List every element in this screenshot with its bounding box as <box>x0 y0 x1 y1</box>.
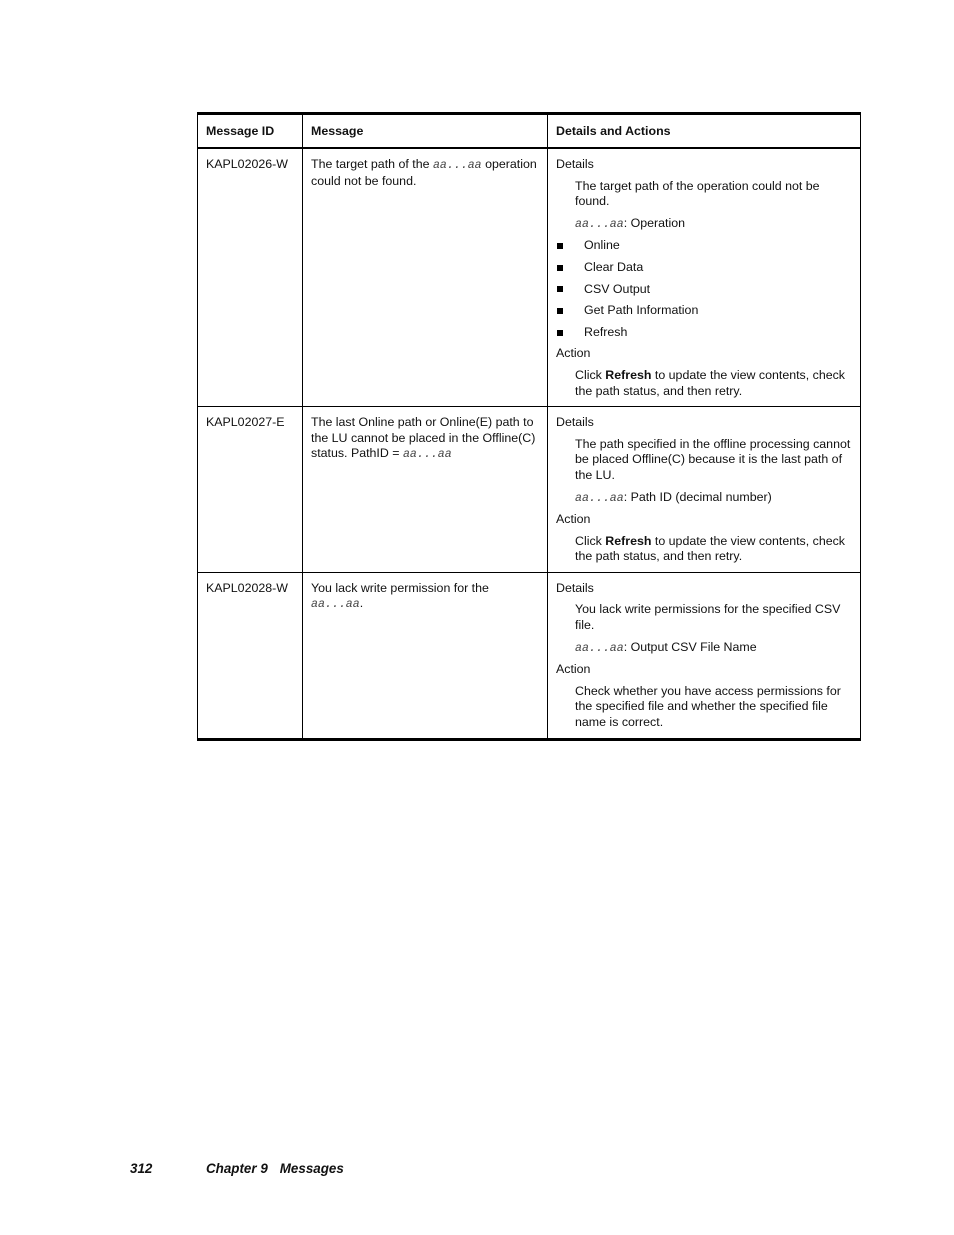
header-message: Message <box>303 114 548 149</box>
square-bullet-icon <box>557 330 563 336</box>
variable-definition: aa...aa: Path ID (decimal number) <box>575 489 772 505</box>
message-cell: The last Online path or Online(E) path to the LU cannot be placed in the Offline(C) status. PathID = aa...aa <box>303 407 548 573</box>
messages-table <box>197 112 861 741</box>
details-label: Details <box>556 415 594 430</box>
action-text: Click Refresh to update the view contents, check the path status, and then retry. <box>575 367 845 398</box>
action-label: Action <box>556 512 591 527</box>
message-cell: You lack write permission for the aa...aa. <box>303 572 548 739</box>
message-id-cell: KAPL02026-W <box>198 148 303 407</box>
details-text: The target path of the operation could not be found. <box>575 178 820 209</box>
details-label: Details <box>556 580 594 595</box>
details-cell <box>548 572 861 739</box>
message-cell: The target path of the aa...aa operation could not be found. <box>303 148 548 407</box>
table-row <box>198 407 861 573</box>
variable-placeholder: aa...aa <box>432 159 482 172</box>
page-number: 312 <box>130 1161 153 1176</box>
square-bullet-icon <box>557 286 563 292</box>
header-details-actions: Details and Actions <box>548 114 861 149</box>
bullet-item: Online <box>556 238 852 254</box>
variable-placeholder: aa...aa <box>311 598 360 612</box>
bullet-item: Clear Data <box>556 260 852 276</box>
chapter-heading <box>206 1161 344 1177</box>
bullet-item: CSV Output <box>556 282 852 298</box>
square-bullet-icon <box>557 265 563 271</box>
details-text: The path specified in the offline processing cannot be placed Offline(C) because it is the last path of the LU. <box>575 436 851 482</box>
details-label: Details <box>556 157 594 171</box>
message-id-cell: KAPL02027-E <box>198 407 303 573</box>
table-row <box>198 148 861 407</box>
bullet-item: Get Path Information <box>556 303 852 319</box>
message-id-cell: KAPL02028-W <box>198 572 303 739</box>
header-message-id: Message ID <box>198 114 303 149</box>
action-text: Check whether you have access permissions for the specified file and whether the specified file name is correct. <box>575 683 841 730</box>
action-label: Action <box>556 346 591 361</box>
table-header-row <box>198 114 861 149</box>
details-text: You lack write permissions for the specified CSV file. <box>575 602 841 633</box>
action-text: Click Refresh to update the view contents, check the path status, and then retry. <box>575 533 845 564</box>
variable-placeholder: aa...aa <box>402 448 452 462</box>
table-row <box>198 572 861 739</box>
square-bullet-icon <box>557 308 563 314</box>
variable-definition: aa...aa: Operation <box>575 215 686 231</box>
bullet-item: Refresh <box>556 325 852 341</box>
chapter-number: Chapter 9 <box>206 1161 268 1176</box>
variable-definition: aa...aa: Output CSV File Name <box>575 639 757 655</box>
action-label: Action <box>556 662 591 677</box>
square-bullet-icon <box>557 243 563 249</box>
details-cell <box>548 407 861 573</box>
details-cell <box>548 148 861 407</box>
chapter-title: Messages <box>279 1161 344 1176</box>
